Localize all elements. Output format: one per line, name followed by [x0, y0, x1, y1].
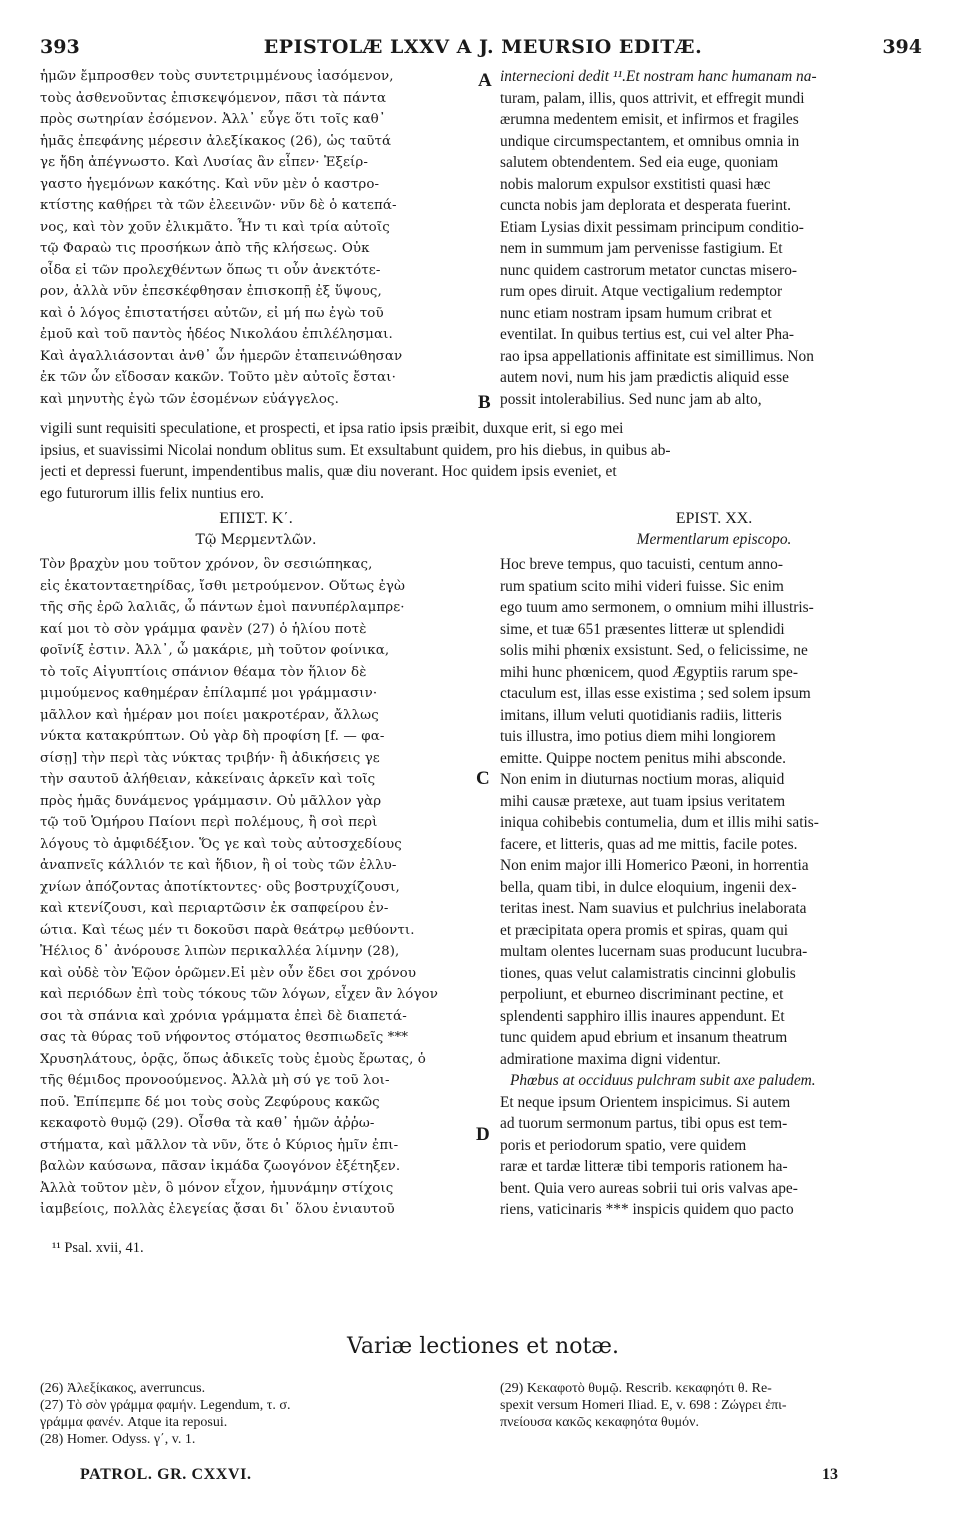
- greek-line: ώτια. Καὶ τέως μέν τι δοκοῦσι παρὰ θεάτρῳ μεθύοντι.: [40, 922, 415, 938]
- greek-line: τοὺς ἀσθενοῦντας ἐπισκεψόμενον, πᾶσι τὰ πάντα: [40, 90, 387, 106]
- greek-line: οἶδα εἰ τῶν προλεχθέντων ὅπως τι οὖν ἀνεκτότε-: [40, 262, 381, 278]
- greek-line: Ἠέλιος δ᾽ ἀνόρουσε λιπὼν περικαλλέα λίμνην (28),: [40, 944, 400, 959]
- greek-line: λόγους τὸ ἀμφιδέξιον. Ὅς γε καὶ τοὺς αὐτοσχεδίους: [40, 836, 402, 852]
- greek-line: ρον, ἀλλὰ νῦν ἐπεσκέφθησαν ἐπισκοπῇ ἐξ ὕψους,: [40, 284, 382, 299]
- latin-line: et præcipitata opera promis et spiras, quam qui: [500, 921, 789, 939]
- latin-line: tunc quidem apud ebrium et insanum theatrum: [500, 1029, 788, 1046]
- greek-line: ἰαμβείοις, πολλὰς ἐλεγείας ᾄσαι δι᾽ ὅλου ἐνιαυτοῦ: [40, 1202, 395, 1217]
- latin-letter-title: EPIST. XX.: [675, 510, 753, 527]
- margin-marker-c: C: [476, 768, 490, 789]
- latin-letter-heading: [500, 508, 928, 552]
- latin-line: teritas inest. Nam suavius et pulchrius inelaborata: [500, 900, 807, 917]
- greek-line: καὶ οὐδὲ τὸν Ἑῷον ὁρῶμεν.Εἰ μὲν οὖν ἔδει σοι χρόνου: [40, 965, 417, 981]
- greek-line: ἐμοῦ καὶ τοῦ παντὸς ἡδέος Νικολάου ἐπιλέλησμαι.: [40, 327, 393, 342]
- greek-line: τὴν σαυτοῦ ἀλήθειαν, κἀκείναις ἀρκεῖν καὶ τοῖς: [40, 772, 376, 787]
- notes-right: [500, 1380, 928, 1431]
- latin-line: nunc etiam nostram ipsam humum cribrat et: [500, 304, 772, 322]
- note-line: (27) Τὸ σὸν γράμμα φαμήν. Legendum, τ. σ.: [40, 1398, 291, 1413]
- margin-marker-b: B: [478, 392, 491, 413]
- running-title: EPISTOLÆ LXXV A J. MEURSIO EDITÆ.: [263, 36, 703, 58]
- greek-letter-addressee: Τῷ Μερμεντλῶν.: [195, 532, 317, 548]
- greek-line: πρὸς ἡμᾶς δυνάμενος γράμμασιν. Οὐ μᾶλλον γὰρ: [40, 793, 382, 809]
- top-latin-column: [500, 66, 928, 416]
- latin-line: possit intolerabilius. Sed nunc jam ab alto,: [500, 390, 762, 408]
- greek-line: ἡμᾶς ἐπεφάνης μέρεσιν ἀλεξίκακος (26), ὡς ταῦτά: [40, 133, 392, 149]
- latin-line: Et neque ipsum Orientem inspicimus. Si autem: [500, 1093, 791, 1111]
- margin-marker-d: D: [476, 1124, 490, 1145]
- latin-line: sime, et tuæ 651 præsentes litteræ ut splendidi: [500, 620, 785, 638]
- patrologia-signature: PATROL. GR. CXXVI.: [80, 1466, 252, 1483]
- greek-line: σοι τὰ σπάνια καὶ χρόνια γράμματα ἐπεὶ δὲ διαπετά-: [40, 1008, 407, 1024]
- greek-line: χνίων ἀπόζοντας ἀποτίκτοντες· οὓς βοστρυχίζουσι,: [40, 879, 400, 895]
- latin-line: riens, vaticinaris *** inspicis quidem quo pacto: [500, 1201, 794, 1218]
- latin-line: nunc quidem castrorum metator cunctas misero-: [500, 261, 798, 279]
- greek-line: τῷ Φαραὼ τις προσήκων ἀπὸ τῆς κλήσεως. Οὐκ: [40, 241, 370, 256]
- latin-line: jecti et depressi fuerunt, impendentibus malis, quæ diu noverant. Hoc quidem ipsis eveniet, et: [40, 463, 617, 480]
- verse-quote: Phœbus at occiduus pulchram subit axe paludem.: [510, 1072, 816, 1089]
- note-line: (29) Κεκαφοτὸ θυμῷ. Rescrib. κεκαφηότι θ. Re-: [500, 1381, 772, 1396]
- latin-line: rao ipsa appellationis affinitate est simillimus. Non: [500, 347, 814, 365]
- greek-line: βαλὼν καύσωνα, πᾶσαν ἰκμάδα ζωογόνον ἐξέτηξεν.: [40, 1159, 401, 1174]
- greek-line: σίσῃ] τὴν περὶ τὰς νύκτας τριβήν· ἢ ἀδικήσεις γε: [40, 750, 380, 766]
- latin-line: poris et periodorum spatio, vere quidem: [500, 1136, 747, 1154]
- latin-line: ego tuum amo sermonem, o omnium mihi illustris-: [500, 599, 814, 616]
- latin-line: bella, quam tibi, in dulce eloquium, ingenii dex-: [500, 878, 797, 896]
- top-greek-column: [40, 66, 472, 416]
- latin-line: rum spatium scito mihi videri fuisse. Sic enim: [500, 577, 784, 595]
- latin-line: nobis malorum expulsor exstitisti quasi hæc: [500, 175, 771, 193]
- greek-line: τῷ τοῦ Ὁμήρου Παίονι περὶ πολέμους, ἢ σοὶ περὶ: [40, 815, 378, 830]
- greek-line: στήματα, καὶ μᾶλλον τὰ νῦν, ὅτε ὁ Κύριος ἡμῖν ἐπι-: [40, 1137, 399, 1153]
- latin-line: multam olentes lucernam suas producunt lucubra-: [500, 943, 808, 960]
- latin-line: Etiam Lysias dixit pessimam principum conditio-: [500, 218, 804, 236]
- notes-heading: Variæ lectiones et notæ.: [347, 1334, 619, 1359]
- latin-line: ad tuorum sermonum partus, tibi opus est tem-: [500, 1115, 788, 1132]
- greek-line: καὶ ὁ λόγος ἐπιστατήσει αὐτῶν, εἰ μή πω ἐγὼ τοῦ: [40, 305, 384, 321]
- greek-line: Καὶ ἀγαλλιάσονται ἀνθ᾽ ὧν ἡμερῶν ἐταπεινώθησαν: [40, 348, 403, 364]
- page-number-right: 394: [882, 36, 922, 58]
- greek-line: καὶ περιόδων ἐπὶ τοὺς τόκους τῶν λόγων, εἶχεν ἂν λόγον: [40, 987, 438, 1002]
- full-width-latin: [40, 418, 928, 506]
- greek-line: ἐκ τῶν ὧν εἴδοσαν κακῶν. Τοῦτο μὲν αὐτοῖς ἔσται·: [40, 370, 396, 385]
- greek-line: κεκαφοτὸ θυμῷ (29). Οἶσθα τὰ καθ᾽ ἡμῶν ἀῤῥω-: [40, 1116, 375, 1131]
- latin-line: emitte. Quippe noctem penitus mihi absconde.: [500, 749, 786, 767]
- psalm-footnote: ¹¹ Psal. xvii, 41.: [52, 1240, 144, 1256]
- latin-line: facere, et litteris, quas ad me mittis, facile potes.: [500, 835, 798, 853]
- greek-line: πρὸς σωτηρίαν ἐσόμενον. Ἀλλ᾽ εὖγε ὅτι τοῖς καθ᾽: [40, 112, 386, 127]
- latin-line: Non enim major illi Homerico Pæoni, in horrentia: [500, 857, 809, 874]
- greek-line: σας τὰ θύρας τοῦ νήφοντος στόματος θεσπιωδεῖς ***: [40, 1030, 409, 1045]
- latin-line: rum opes diruit. Atque vectigalium redemptor: [500, 283, 783, 300]
- notes-left: [40, 1380, 472, 1448]
- latin-line: bent. Quia vero aureas sobrii tui oris valvas ape-: [500, 1179, 798, 1197]
- latin-line: iniqua cohibebis contumelia, dum et illis mihi satis-: [500, 814, 819, 831]
- latin-line: eventilat. In quibus tertius est, cui vel alter Pha-: [500, 326, 795, 343]
- greek-line: φοῖνίξ ἐστιν. Ἀλλ᾽, ὦ μακάριε, μὴ τοῦτον φοίνικα,: [40, 643, 390, 658]
- greek-line: τὸ τοῖς Αἰγυπτίοις σπάνιον θέαμα τὸν ἥλιον δὲ: [40, 664, 367, 680]
- note-line: (26) Ἀλεξίκακος, averruncus.: [40, 1381, 206, 1396]
- greek-line: ἀναπνεῖς κάλλιόν τε καὶ ἥδιον, ἢ οἱ τοὺς τῶν ἐλλυ-: [40, 858, 397, 873]
- greek-line: Τὸν βραχὺν μου τοῦτον χρόνον, ὃν σεσιώπηκας,: [40, 557, 373, 572]
- latin-letter-addressee: Mermentlarum episcopo.: [636, 531, 792, 548]
- greek-line: καί μοι τὸ σὸν γράμμα φανὲν (27) ὁ ἡλίου ποτὲ: [40, 621, 367, 637]
- greek-line: μᾶλλον καὶ ἡμέραν μοι ποίει μακροτέραν, ἄλλως: [40, 707, 379, 723]
- greek-line: καὶ κτενίζουσι, καὶ περιαρτῶσιν ἐκ σαπφείρου ἐν-: [40, 901, 389, 916]
- note-line: πνείουσα κακῶς κεκαφηότα θυμόν.: [500, 1415, 699, 1430]
- latin-line: raræ et tardæ litteræ tibi temporis rationem ha-: [500, 1158, 788, 1175]
- page-number-left: 393: [40, 36, 80, 58]
- note-line: spexit versum Homeri Iliad. E, v. 698 : Ζώγρει ἐπι-: [500, 1398, 787, 1413]
- latin-line: perpoliunt, et eburneo discriminant pectine, et: [500, 986, 784, 1003]
- greek-line: νος, καὶ τὸν χοῦν ἐλικμᾶτο. Ἦν τι καὶ τρία αὐτοῖς: [40, 219, 390, 235]
- latin-line: ctaculum est, illas esse existima ; sed solem ipsum: [500, 685, 811, 702]
- latin-line: cuncta nobis jam deplorata et desperata fuerint.: [500, 197, 792, 214]
- latin-line: Hoc breve tempus, quo tacuisti, centum anno-: [500, 556, 783, 573]
- latin-line: Non enim in diuturnas noctium moras, aliquid: [500, 771, 785, 788]
- latin-line: tuis illustra, imo potius diem mihi longiorem: [500, 728, 776, 745]
- latin-line: admiratione maxima digni videntur.: [500, 1050, 721, 1068]
- greek-line: Ἀλλὰ τοῦτον μὲν, ὃ μόνον εἶχον, ἠμυνάμην στίχοις: [40, 1180, 394, 1196]
- latin-line: ærumna medentem emisit, et infirmos et fragiles: [500, 111, 799, 128]
- latin-line: mihi causæ prætexe, aut tuam ipsius veritatem: [500, 792, 786, 810]
- sheet-number: 13: [822, 1466, 838, 1483]
- latin-line: autem novi, num his jam prædictis aliquid esse: [500, 369, 789, 386]
- latin-line: salutem obtendentem. Sed eia euge, quoniam: [500, 154, 779, 171]
- note-line: γράμμα φανέν. Atque ita reposui.: [40, 1415, 228, 1430]
- greek-line: γαστο ἡγεμόνων κακότης. Καὶ νῦν μὲν ὁ καστρο-: [40, 176, 380, 192]
- letter-latin-column: [500, 554, 928, 1224]
- latin-line: internecioni dedit ¹¹.Et nostram hanc humanam na-: [500, 68, 817, 85]
- greek-line: κτίστης καθῄρει τὰ τῶν ἐλεεινῶν· νῦν δὲ ὁ κατεπά-: [40, 198, 397, 213]
- latin-line: nem in summum jam pervenisse fastigium. Et: [500, 240, 783, 257]
- greek-line: τῆς σῆς ἐρῶ λαλιᾶς, ὦ πάντων ἐμοὶ πανυπέρλαμπρε·: [40, 600, 405, 615]
- latin-line: ego futurorum illis felix nuntius ero.: [40, 484, 264, 502]
- greek-line: τῆς θέμιδος προνοούμενος. Ἀλλὰ μὴ σύ γε τοῦ λοι-: [40, 1073, 390, 1088]
- latin-line: ipsius, et suavissimi Nicolai nondum oblitus sum. Et exsultabunt quidem, pro his diebus, in quibus ab-: [40, 441, 671, 459]
- greek-line: καὶ μηνυτὴς ἐγὼ τῶν ἐσομένων εὐάγγελος.: [40, 391, 339, 407]
- greek-line: εἰς ἑκατονταετηρίδας, ἴσθι μετρούμενον. Οὕτως ἐγὼ: [40, 578, 405, 594]
- greek-line: ποῦ. Ἐπίπεμπε δέ μοι τοὺς σοὺς Ζεφύρους κακῶς: [40, 1094, 380, 1110]
- greek-line: μιμούμενος καθημέραν ἐπίλαμπέ μοι γράμμασιν·: [40, 686, 378, 701]
- latin-line: tiones, quas velut calamistratis cincinni globulis: [500, 964, 796, 982]
- latin-line: solis mihi phœnix exsistunt. Sed, o felicissime, ne: [500, 642, 808, 659]
- latin-line: imitans, illum veluti quotidianis radiis, litteris: [500, 706, 782, 724]
- greek-letter-heading: [40, 508, 472, 552]
- greek-line: νύκτα κατακρύπτων. Οὐ γὰρ δὴ προφίση [f. — φα-: [40, 729, 385, 744]
- note-line: (28) Homer. Odyss. γ΄, v. 1.: [40, 1432, 196, 1447]
- margin-marker-a: A: [478, 70, 492, 91]
- greek-line: γε ἤδη ἀπέγνωστο. Καὶ Λυσίας ἂν εἶπεν· Ἐξείρ-: [40, 155, 368, 170]
- letter-greek-column: [40, 554, 472, 1224]
- latin-line: undique circumspectantem, et omnibus omnia in: [500, 132, 800, 150]
- latin-line: vigili sunt requisiti speculatione, et prospecti, et ipsa ratio ipsis præibit, duxque erit, si ego mei: [40, 420, 624, 437]
- greek-line: Χρυσηλάτους, ὁρᾷς, ὅπως ἀδικεῖς τοὺς ἐμοὺς ἔρωτας, ὁ: [40, 1051, 426, 1067]
- latin-line: splendenti sapphiro illis inaures appendunt. Et: [500, 1007, 785, 1025]
- latin-line: turam, palam, illis, quos attrivit, et effregit mundi: [500, 89, 805, 107]
- greek-letter-title: ΕΠΙΣΤ. Κ΄.: [219, 510, 293, 527]
- greek-line: ἡμῶν ἔμπροσθεν τοὺς συντετριμμένους ἰασόμενον,: [40, 69, 394, 84]
- latin-line: mihi hunc phœnicem, quod Ægyptiis rarum spe-: [500, 663, 798, 681]
